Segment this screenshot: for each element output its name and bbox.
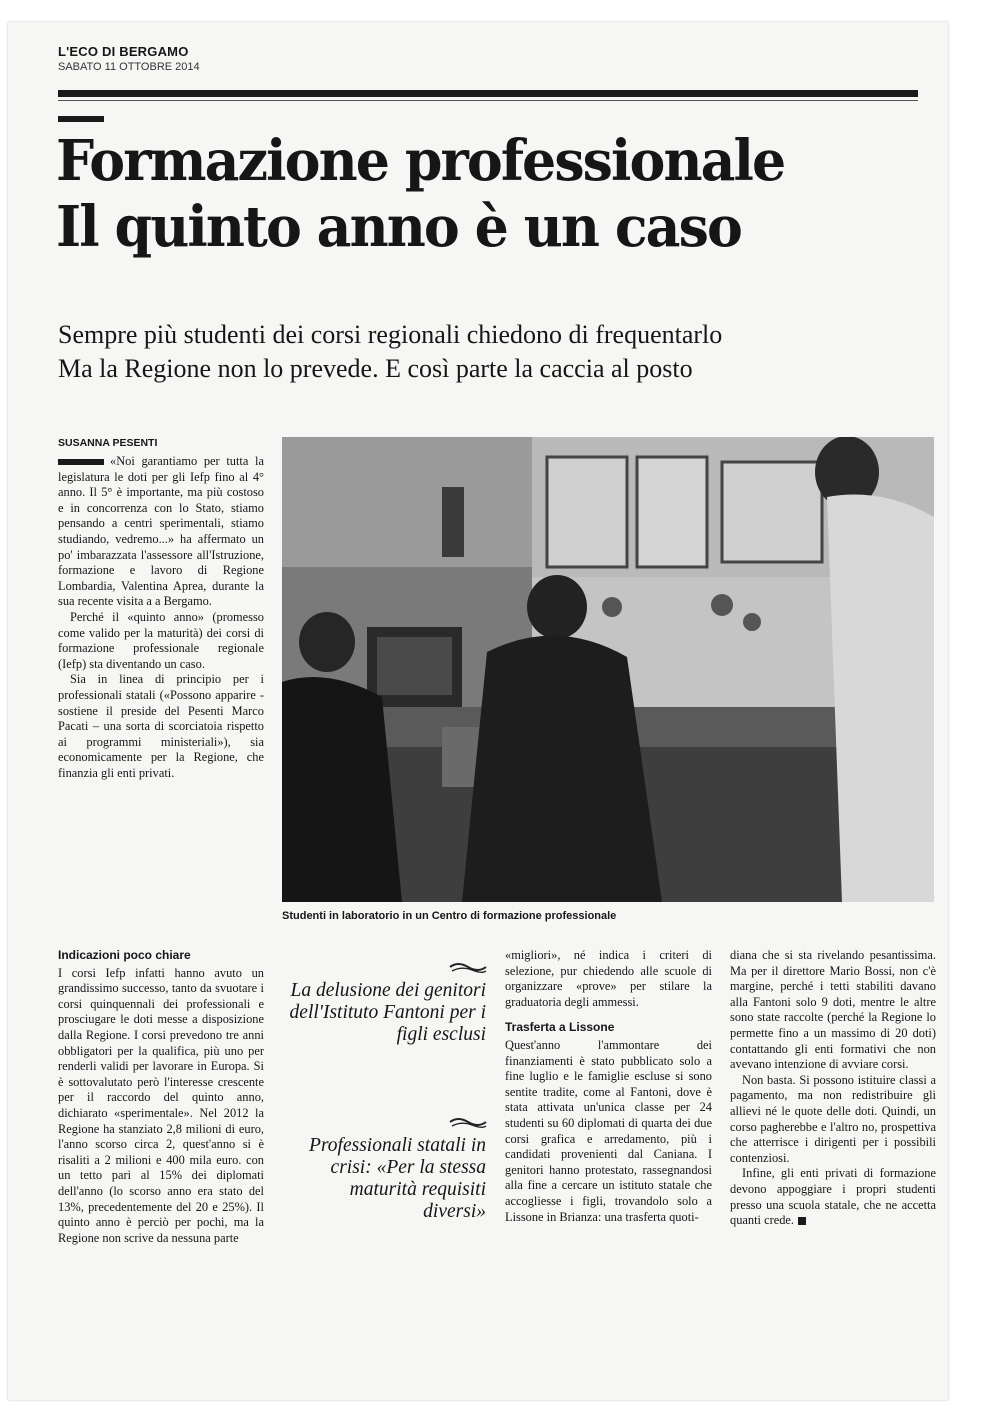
header-rule: [58, 90, 918, 97]
lead-bar: [58, 459, 104, 465]
pull-quote-1: La delusione dei genitori dell'Istituto Fantoni per i figli esclusi: [289, 980, 486, 1045]
masthead: [58, 44, 200, 73]
subhead-line-2: Ma la Regione non lo prevede. E così parte la caccia al posto: [58, 354, 693, 383]
end-of-article-mark: [798, 1217, 806, 1225]
paragraph-text: Infine, gli enti privati di formazione devono appoggiare i propri studenti presso una scuola statale, che ne accetta quanti crede.: [730, 1166, 936, 1228]
paragraph: Sia in linea di principio per i professionali statali («Possono apparire - sostiene il preside del Pesenti Marco Pacati – una sorta di scorciatoia rispetto ai programmi ministeriali»), sia economicamente per la Regione, che finanzia gli enti privati.: [58, 672, 264, 780]
headline-line-2: Il quinto anno è un caso: [56, 194, 741, 260]
paragraph: Non basta. Si possono istituire classi a pagamento, ma non redistribuire gli allievi né le quote delle doti. Quindi, un corso pagherebbe e l'altro no, prospettiva che atterrisce i dirigenti per i possibili contenziosi.: [730, 1072, 936, 1165]
article-column-3: [505, 948, 712, 1225]
ornament-icon: [448, 960, 488, 974]
ornament-icon: [448, 1115, 488, 1129]
pull-quote-2: Professionali statali in crisi: «Per la stessa maturità requisiti diversi»: [309, 1135, 486, 1222]
subheadline: [58, 318, 938, 386]
paragraph: [730, 1166, 936, 1228]
lab-photo-image: [282, 437, 934, 902]
paragraph: I corsi Iefp infatti hanno avuto un grandissimo successo, tanto da svuotare i corsi quinquennali dei professionali e prosciugare le doti messe a disposizione dalla Regione. I corsi prevedono tre anni obbligatori per la qualifica, più uno per renderli validi per lavorare in Europa. Si è sottovalutato però l'interesse crescente per il raccordo del quinto anno, dichiarato «sperimentale». Nel 2012 la Regione ha stanziato 2,8 milioni di euro, l'anno scorso circa 2, quest'anno si è risaliti a 2 milioni e 400 mila euro. con un tetto pari al 15% dei diplomati dell'anno (lo scorso anno era stato del 13%, precedentemente del 20 e 25%). Il quinto anno è perciò per pochi, ma la Regione non scrive da nessuna parte: [58, 965, 264, 1245]
paragraph: diana che si sta rivelando pesantissima. Ma per il direttore Mario Bossi, non c'è margine, perché i tetti stabiliti davano alla Fantoni solo 9 doti, mentre le altre sono state raccolte (perché la Regione lo permette fino a un massimo di 20 doti) contattando gli enti formativi che non avevano intenzione di avviare corsi.: [730, 948, 936, 1072]
paragraph: [58, 454, 264, 610]
paragraph: «migliori», né indica i criteri di selezione, pur chiedendo alle scuole di organizzare «prove» per stilare la graduatoria degli ammessi.: [505, 948, 712, 1009]
kicker-bar: [58, 116, 104, 122]
lab-photo: [282, 437, 934, 902]
paragraph: Quest'anno l'ammontare dei finanziamenti è stato pubblicato solo a fine luglio e le famiglie escluse si sono sentite tradite, come al Fantoni, dove è stata attivata un'unica classe per 24 studenti su 60 diplomati di quarta dei due corsi grafica e arredamento, più i candidati provenienti dal Caniana. I genitori hanno protestato, rassegnandosi alla fine a cercare un istituto statale che accogliesse i figli, trovandolo solo a Lissone in Brianza: una trasferta quoti-: [505, 1037, 712, 1224]
article-column-1-lower: [58, 948, 264, 1246]
headline-line-1: Formazione professionale: [56, 128, 785, 194]
publication-date: SABATO 11 OTTOBRE 2014: [58, 61, 200, 73]
header-rule-thin: [58, 100, 918, 101]
headline: [56, 128, 901, 260]
newspaper-name: L'ECO DI BERGAMO: [58, 44, 189, 59]
article-column-4: [730, 948, 936, 1229]
subhead-line-1: Sempre più studenti dei corsi regionali chiedono di frequentarlo: [58, 320, 723, 349]
paragraph-text: «Noi garantiamo per tutta la legislatura le doti per gli Iefp fino al 4° anno. Il 5° è importante, ma più costoso e in concorrenza con lo Stato, stiamo pensando a centri sperimentali, stiamo studiando, vedremo...» ha affermato un po' imbarazzata l'assessore all'Istruzione, formazione e lavoro di Regione Lombardia, Valentina Aprea, durante la sua recente visita a a Bergamo.: [58, 454, 264, 609]
paragraph: Perché il «quinto anno» (promesso come valido per la maturità) dei corsi di formazione professionale regionale (Iefp) sta diventando un caso.: [58, 609, 264, 671]
photo-caption: Studenti in laboratorio in un Centro di formazione professionale: [282, 910, 617, 922]
article-column-1: [58, 454, 264, 781]
byline: SUSANNA PESENTI: [58, 437, 158, 449]
section-heading: Trasferta a Lissone: [505, 1020, 615, 1035]
section-heading: Indicazioni poco chiare: [58, 948, 191, 962]
